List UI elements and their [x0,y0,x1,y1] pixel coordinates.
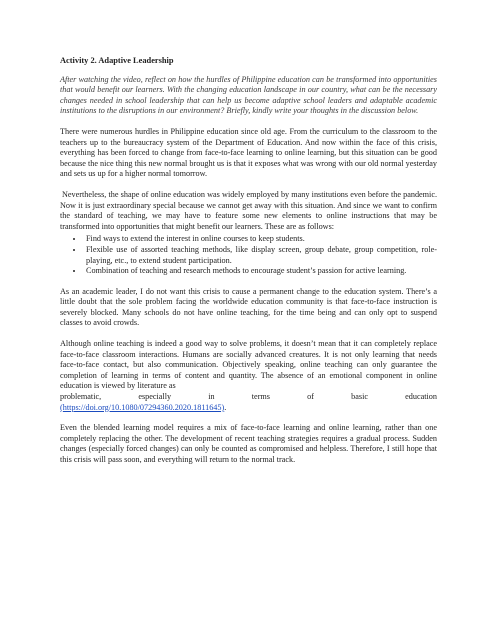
activity-heading: Activity 2. Adaptive Leadership [60,56,174,65]
citation-link[interactable]: (https://doi.org/10.1080/07294360.2020.1811645) [60,402,225,412]
citation-end: . [224,402,227,412]
cite-word: in [208,392,215,402]
suggestion-list [60,234,437,276]
activity-prompt: After watching the video, reflect on how the hurdles of Philippine education can be transformed into opportunities that would benefit our learners. With the changing education landscape in our country, what can be the necessary changes needed in school leadership that can help us become adaptive school leaders and adaptable academic institutions to the disruptions in our environment? Briefly, kindly write your thoughts in the discussion below. [60,74,437,116]
paragraph-3: As an academic leader, I do not want this crisis to cause a permanent change to the education system. There’s a little doubt that the sole problem facing the worldwide education community is that face-to-face instruction is severely blocked. Many schools do not have online teaching, for the time being and can only opt to suspend classes to avoid crowds. [60,286,437,328]
cite-word: problematic, [60,392,102,402]
cite-word: basic [351,392,368,402]
paragraph-5: Even the blended learning model requires a mix of face-to-face learning and online learning, rather than one completely replacing the other. The development of recent teaching strategies requires a gradual process. Sudden changes (especially forced changes) can only be counted as compromised and helpless. Therefore, I still hope that this crisis will pass soon, and everything will return to the normal track. [60,423,437,464]
list-item: • Flexible use of assorted teaching methods, like display screen, group debate, group competition, role-playing, etc., to extend student participation. [84,245,437,266]
citation-ref [60,403,437,414]
list-item: • Find ways to extend the interest in online courses to keep students. [84,234,437,245]
cite-word: education [405,392,437,402]
citation-line [60,392,437,403]
cite-word: terms [251,392,270,402]
paragraph-4-text: Although online teaching is indeed a good way to solve problems, it doesn’t mean that it can completely replace face-to-face classroom interactions. Humans are socially advanced creatures. It is not only learning that needs face-to-face contact, but also communication. Objectively speaking, online teaching can only guarantee the completion of learning in terms of content and quantity. The absence of an emotional component in online education is viewed by literature as [60,339,437,391]
cite-word: of [307,392,314,402]
list-item: • Combination of teaching and research methods to encourage student’s passion for active learning. [84,266,437,277]
paragraph-2: Nevertheless, the shape of online education was widely employed by many institutions even before the pandemic. Now it is just extraordinary special because we cannot get away with this situation. And since we want to confirm the standard of teaching, we may have to feature some new elements to online instructions that may be transformed into opportunities that might benefit our learners. These are as follows: [60,189,437,231]
paragraph-1: There were numerous hurdles in Philippine education since old age. From the curriculum to the classroom to the teachers up to the bureaucracy system of the Department of Education. And now within the face of this crisis, everything has been forced to change from face-to-face learning to online learning, but this situation can be good because the nice thing this new normal brought us is that it exposes what was wrong with our old normal yesterday and sets us up for a higher normal tomorrow. [60,126,438,179]
cite-word: especially [138,392,172,402]
paragraph-4 [60,339,437,413]
